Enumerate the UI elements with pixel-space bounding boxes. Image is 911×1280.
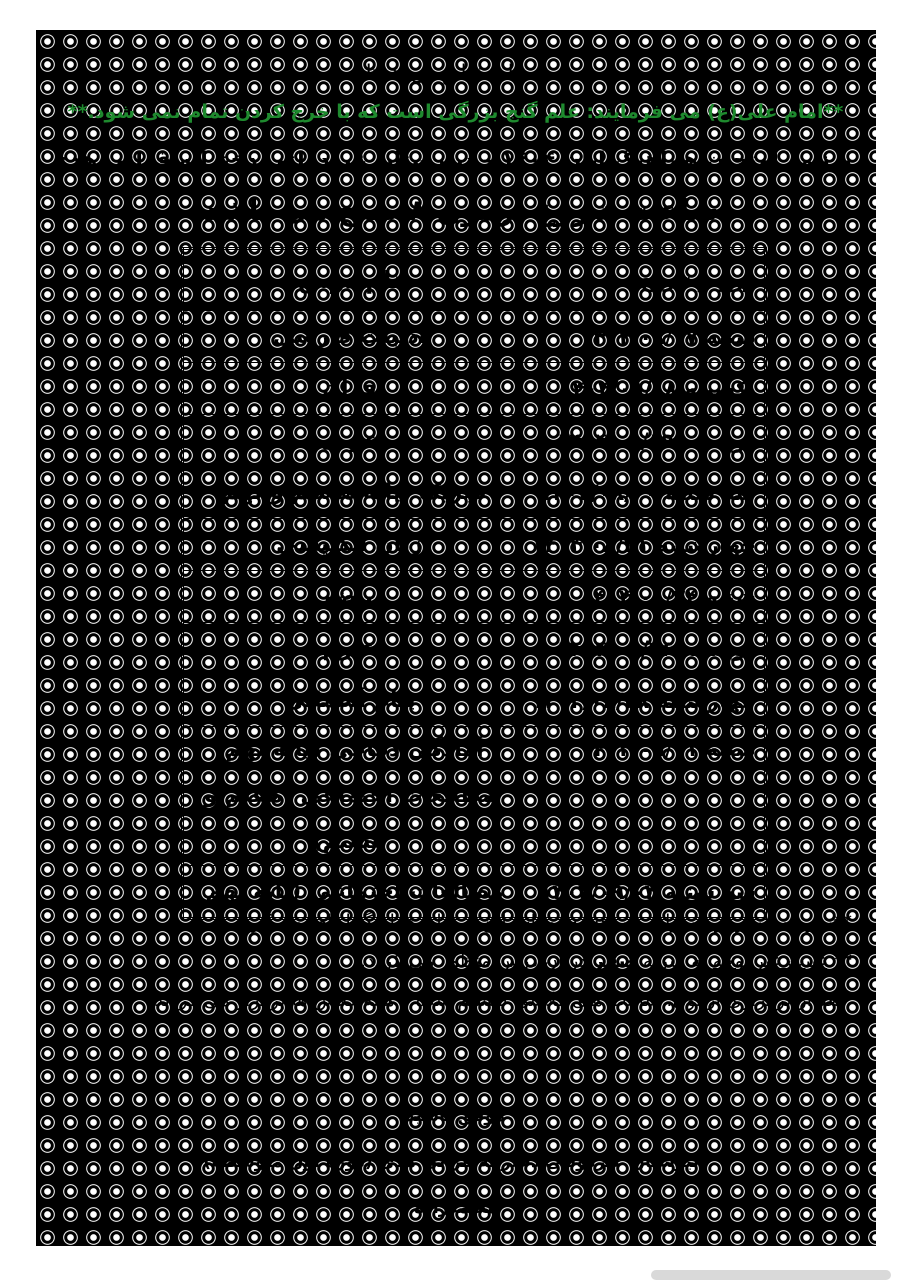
table-row — [183, 571, 766, 623]
note1-underlined: مستمر — [735, 911, 791, 933]
row-date: دوشنبه ۱۴۰۴/۰۸/۲۶ — [516, 623, 766, 675]
row-subject-line2: مطالعات اجتماعی (هفتم و هشتم) — [203, 783, 496, 854]
table-row — [183, 363, 766, 415]
wish-text: موفق باشید — [405, 1106, 506, 1126]
note1-prefix: **نمره — [790, 911, 852, 933]
table-row — [183, 675, 766, 727]
table-row — [183, 727, 766, 866]
table-row — [183, 519, 766, 571]
hadith-quote: **امام علی(ع) می فرمایند: علم گنج بزرگی است که با خرج کردن تمام نمی شود.** — [67, 101, 844, 123]
program-title: برنامه امتحان هماهنگ آبان ۱۴۰۴ – دبیرستان غیردولتی دخترانه قرآنی هدی — [49, 148, 852, 173]
row-subject: زبان انگلیسی — [183, 519, 516, 571]
row-subject: ادبیات فارسی — [183, 311, 516, 363]
notes-section — [59, 903, 852, 1020]
row-subject: عربی — [183, 415, 516, 467]
note2-bold: صفر — [592, 950, 637, 972]
row-subject-line1: آمادگی دفاعی (پایه نهم) — [215, 737, 484, 762]
exam-schedule-document — [49, 55, 852, 1221]
row-date: سه شنبه ۱۴۰۴/۰۸/۲۰ — [516, 467, 766, 519]
note-continuous-grade — [59, 903, 852, 942]
note1-suffix: نوبت اول، با توجه به نمرات این امتحان هماهنگ لحاظ می گردد. — [228, 911, 736, 933]
note2-suffix: در آن درس منظور می گردد. — [360, 950, 593, 972]
signature-block — [59, 1093, 852, 1231]
note-absence — [59, 942, 852, 981]
signer-name: معتمدزاده — [414, 1198, 497, 1218]
table-header-row — [183, 249, 766, 311]
row-date: شنبه ۱۴۰۴/۰۸/۲۴ — [516, 571, 766, 623]
row-date: سه شنبه ۱۴۰۴/۰۹/۰۴ — [516, 866, 766, 919]
note-after-exam: *بعد از برگزاری آزمون، ساعت های کلاسی تقسیم شده و همه کلاس ها برگزار می گردند. — [148, 989, 852, 1011]
table-row — [183, 415, 766, 467]
row-subject — [183, 727, 516, 866]
row-subject: فیزیک (پایه هشتم و نهم) — [183, 467, 516, 519]
row-date: یکشنبه ۱۴۰۴/۰۸/۱۸ — [516, 363, 766, 415]
note2-mid: به منزله — [636, 950, 713, 972]
row-date: چهارشنبه ۱۴۰۴/۰۸/۲۸ — [516, 675, 766, 727]
row-date: دوشنبه ۱۴۰۴/۰۸/۱۹ — [516, 415, 766, 467]
schedule-table — [181, 247, 767, 920]
school-name: دبیرستان غیردولتی دخترانه قرآنی هدی (دوره اول متوسطه) — [203, 1152, 708, 1172]
table-row — [183, 467, 766, 519]
col-header-date: روز و تاریخ — [516, 249, 766, 311]
bismillah-heading: به نام خالق بی همتا — [365, 61, 546, 86]
row-date: چهارشنبه ۱۴۰۴/۰۸/۲۱ — [516, 519, 766, 571]
row-subject: مطالعات اجتماعی (پایه نهم) — [183, 866, 516, 919]
note2-underlined: غیبت غیرموجه — [712, 950, 827, 972]
row-subject: پیام آسمانی — [183, 675, 516, 727]
note2-prefix: ** — [826, 950, 852, 972]
row-subject: علوم — [183, 623, 516, 675]
table-row — [183, 311, 766, 363]
table-row — [183, 623, 766, 675]
row-date: شنبه ۱۴۰۴/۰۹/۰۱ — [516, 727, 766, 866]
start-time: ساعت شروع آزمون ۸ صبح می باشد. — [192, 193, 719, 227]
row-date: شنبه ۱۴۰۴/۰۸/۱۷ — [516, 311, 766, 363]
row-subject: قرآن — [183, 363, 516, 415]
scrollbar[interactable] — [651, 1270, 891, 1280]
row-subject: ریاضی — [183, 571, 516, 623]
col-header-subject: نام درس — [183, 249, 516, 311]
